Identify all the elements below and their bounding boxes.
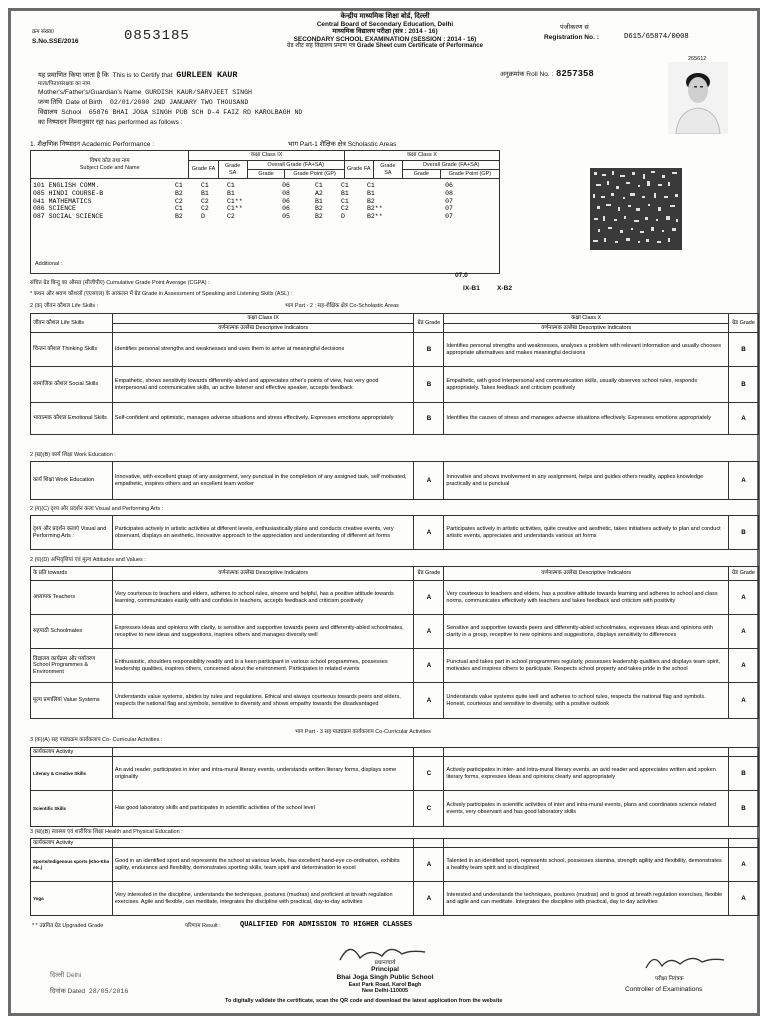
table-cell: B1	[315, 197, 323, 205]
table-cell: Innovative, with excellent grasp of any assignment, very punctual in the completion of any assigned task, self motivated, empathetic, inspires others and an excellent team worker	[112, 462, 414, 500]
table-cell: Identifies personal strengths and weaknesses and uses them to arrive at meaningful decisions	[112, 333, 414, 367]
table-cell: Scientific Skills	[31, 791, 113, 827]
table-row	[31, 205, 499, 213]
table-cell: Expresses ideas and opinions with clarity, is sensitive and supportive towards peers and differently-abled schoolmates, receptive to new ideas and suggestions, inspires others and manages diversity well	[112, 615, 414, 649]
table-cell: Interested and understands the techniques, postures (mudras) and is good at breath regulation exercises, flexible and agile and can meditate. Integrates the discipline with practical, day to day activities	[444, 882, 729, 916]
work-education-heading: 2 (ख)(B) कार्य शिक्षा Work Education :	[30, 452, 116, 458]
table-cell: Participates actively in artistic activities, quite creative and aesthetic, takes initiatives actively to plan and conduct artistic events, appreciates and understands various art forms	[444, 516, 729, 550]
table-cell: D	[201, 213, 205, 221]
table-cell: Empathetic, with good interpersonal and communication skills, usually observes school rules, responds appropriately. Takes feedback and criticism positively	[444, 367, 729, 403]
table-row	[31, 581, 759, 615]
table-cell: A	[729, 462, 759, 500]
x-sa-header: Grade SA	[373, 161, 402, 179]
life-skill-col-header: जीवन कौशल Life Skills	[31, 314, 113, 333]
ix-sa-header: Grade SA	[218, 161, 247, 179]
table-cell: B	[729, 757, 759, 791]
dated	[50, 988, 128, 996]
table-cell: 041 MATHEMATICS	[33, 197, 92, 205]
table-cell: A	[729, 848, 759, 882]
subject-header-hindi: विषय कोड तथा नाम	[89, 158, 130, 165]
table-row	[31, 882, 759, 916]
table-cell: B1	[227, 189, 235, 197]
table-cell: Literary & Creative Skills	[31, 757, 113, 791]
parents-label: Mother's/Father's/Guardian's Name	[38, 89, 142, 96]
table-cell: B2**	[367, 205, 383, 213]
asl-x: X-B2	[497, 285, 513, 292]
attitude-ix-grade-header: ग्रेड Grade	[414, 567, 444, 581]
table-cell: B2	[315, 205, 323, 213]
serial-number: 0853185	[124, 28, 190, 44]
board-title: Central Board of Secondary Education, Delhi	[316, 21, 454, 29]
table-cell: 07	[445, 197, 453, 205]
table-cell: Understands value systems, abides by rules and regulations. Ethical and always courteous towards peers and elders, respects the national flag and symbols, sensitive to diversity and shows empathy towards the disadvantaged	[112, 683, 414, 719]
ix-grade-col: ग्रेड Grade	[414, 314, 444, 333]
dob-label: Date of Birth	[65, 99, 103, 106]
table-cell: C2	[201, 197, 209, 205]
validation-note: To digitally validate the certificate, scan the QR code and download the latest application from the website	[225, 998, 503, 1004]
table-cell: Participates actively in artistic activities at different levels, enthusiastically plans and conducts creative events, very observant, displays an aesthetic, innovative approach to the appreciation and understanding of different art forms	[112, 516, 414, 550]
doc-title-hindi: ग्रेड शीट सह विद्यालय प्रमाण पत्र	[287, 43, 356, 50]
serial-label: S.No.SSE/2016	[32, 38, 79, 45]
table-cell: A	[414, 615, 444, 649]
place: दिल्ली Delhi	[50, 972, 82, 979]
table-row	[31, 683, 759, 719]
life-skills-table	[30, 313, 759, 435]
table-cell: 05	[282, 213, 290, 221]
ix-header: कक्षा Class IX	[112, 314, 414, 324]
cca-table	[30, 747, 759, 827]
exam-title: SECONDARY SCHOOL EXAMINATION (SESSION : 2014 - 16)	[293, 35, 477, 43]
ix-gp-header: Grade Point (GP)	[285, 170, 344, 179]
table-cell: A	[414, 848, 444, 882]
student-name: GURLEEN KAUR	[176, 70, 238, 80]
student-photo-icon	[668, 62, 728, 134]
table-cell: चिन्तन कौशल Thinking Skills	[31, 333, 113, 367]
attitude-x-desc-header: वर्णनात्मक उल्लेख Descriptive Indicators	[444, 567, 729, 581]
table-cell: A	[729, 882, 759, 916]
table-cell: C2	[227, 213, 235, 221]
table-cell: B1	[367, 189, 375, 197]
visual-arts-heading: 2 (ग)(C) दृश्य और प्रदर्शन कला Visual and Performing Arts :	[30, 506, 164, 512]
table-row	[31, 791, 759, 827]
certify-hindi: यह प्रमाणित किया जाता है कि	[38, 72, 109, 79]
ix-grade-header: Grade	[247, 170, 285, 179]
principal-label: Principal	[371, 966, 399, 974]
part2-label: भाग Part - 2 : सह-शैक्षिक क्षेत्र Co-Scholastic Areas	[285, 303, 399, 309]
table-row	[31, 757, 759, 791]
table-row	[31, 649, 759, 683]
doc-title: Grade Sheet cum Certificate of Performance	[356, 43, 483, 50]
asl-ix: IX-B1	[463, 285, 480, 292]
table-cell: Yoga	[31, 882, 113, 916]
table-cell: 08	[282, 189, 290, 197]
table-cell: दृश्य और प्रदर्शन कलाएं Visual and Performing Arts :	[31, 516, 113, 550]
table-cell: C2	[175, 197, 183, 205]
table-cell: C1	[175, 182, 183, 189]
table-cell: B	[728, 367, 758, 403]
qr-code-icon	[588, 166, 684, 252]
health-heading: 3 (ख)(B) स्वास्थ्य एवं शारीरिक शिक्षा Health and Physical Education :	[30, 829, 183, 835]
table-cell: Actively participates in inter- and intra-mural literary events, an avid reader and appreciates written and spoken literary forms, expresses ideas and opinions clearly and appropriately	[444, 757, 729, 791]
table-cell: C1	[341, 197, 349, 205]
table-row	[31, 333, 759, 367]
table-cell: C1**	[227, 205, 243, 213]
table-cell: B1	[201, 189, 209, 197]
table-cell: 085 HINDI COURSE-B	[33, 189, 104, 197]
school-name: 65876 BHAI JOGA SINGH PUB SCH D-4 FAIZ RD KAROLBAGH ND	[88, 109, 303, 116]
table-cell: C1**	[227, 197, 243, 205]
photo-code: 265612	[688, 56, 707, 62]
table-cell: C1	[367, 182, 375, 189]
table-cell: B	[414, 333, 444, 367]
table-cell: Talented in an identified sport, represents school, possesses stamina, strength agility and flexibility, demonstrates a healthy team spirit and is disciplined	[444, 848, 729, 882]
table-row	[31, 367, 759, 403]
class-ix-header: कक्षा Class IX	[189, 151, 344, 161]
life-skills-heading: 2 (क) जीवन कौशल Life Skills :	[30, 303, 99, 309]
attitudes-table	[30, 566, 759, 719]
part3-label: भाग Part - 3 सह पाठ्यक्रम कार्यकलाप Co-Curricular Activities	[295, 729, 431, 735]
table-row	[31, 516, 759, 550]
x-grade-header: Grade	[402, 170, 440, 179]
table-cell: C1	[315, 182, 323, 189]
ix-overall-header: Overall Grade (FA+SA)	[247, 161, 344, 170]
table-cell: C2	[201, 205, 209, 213]
academic-heading-label: Academic Performance :	[81, 141, 155, 148]
x-desc-header: वर्णनात्मक उल्लेख Descriptive Indicators	[444, 324, 729, 333]
table-cell: कार्य शिक्षा Work Education	[31, 462, 113, 500]
cca-heading: 3 (क)(A) सह पाठ्यक्रम कार्यकलाप Co- Curricular Activities :	[30, 737, 163, 743]
roll-number: 8257358	[556, 69, 594, 79]
table-cell: A	[414, 581, 444, 615]
table-cell: A	[414, 516, 444, 550]
attitude-x-grade-header: ग्रेड Grade	[728, 567, 758, 581]
table-cell: An avid reader, participates in inter and intra-mural literary events, understands written literary forms, displays some originality	[112, 757, 414, 791]
table-cell: A	[414, 882, 444, 916]
x-header: कक्षा Class X	[444, 314, 729, 324]
upgraded-grade-note: * * उन्नयित ग्रेड Upgraded Grade	[32, 923, 104, 929]
table-cell: Identifies personal strengths and weaknesses, analyses a problem with relevant information and usually chooses appropriate alternatives and makes meaningful decisions	[444, 333, 729, 367]
principal-city: New Delhi-110005	[361, 988, 409, 995]
table-cell: Punctual and takes part in school programmes regularly, possesses leadership qualities and displays team spirit, motivates and inspires others to participate. Respects school property and takes pride in the school	[444, 649, 729, 683]
x-grade-col: ग्रेड Grade	[728, 314, 758, 333]
controller-hindi: परीक्षा नियंत्रक	[655, 976, 684, 982]
table-cell: C1	[201, 182, 209, 189]
table-row	[31, 182, 499, 190]
table-row	[31, 403, 759, 435]
table-cell: Very courteous to teachers and elders, has a positive attitude towards learning and adheres to school and class norms, communicates effectively with teachers and takes feedback and criticism with positivity	[444, 581, 729, 615]
serial-hindi: क्रम संख्या/	[32, 29, 55, 35]
table-cell: Very courteous to teachers and elders, adheres to school rules, sincere and helpful, has a positive attitude towards learning, communicates easily with and confides in teachers, accepts feedback and criticism positively	[112, 581, 414, 615]
table-cell: B2	[315, 213, 323, 221]
health-table	[30, 838, 759, 916]
table-row	[31, 848, 759, 882]
performed-label: has performed as follows :	[105, 119, 183, 126]
table-cell: Good in an identified sport and represents the school at various levels, has excellent hand-eye co-ordination, exhibits agility, endurance and flexibility, demonstrates sporting skills, team spirit and determination to excel	[112, 848, 414, 882]
student-photo	[668, 62, 728, 134]
academic-table	[30, 150, 500, 274]
table-cell: A	[728, 649, 758, 683]
table-cell: A	[728, 683, 758, 719]
table-cell: Identifies the causes of stress and manages adverse situations effectively. Expresses emotions appropriately	[444, 403, 729, 435]
table-cell: C1	[341, 182, 349, 189]
class-x-header: कक्षा Class X	[344, 151, 499, 161]
asl-label: * कथन और श्रवण कौशलों (एएसएल) के आकलन में ग्रेड Grade in Assessment of Speaking and Listening Skills (ASL) :	[30, 291, 293, 297]
table-row	[31, 190, 499, 198]
table-cell: Sports/Indigenous sports (Kho-Kho etc.)	[31, 848, 113, 882]
table-cell: Understands value systems quite well and adheres to school rules, respects the national flag and symbols. Honest, courteous and sensitive to diversity, with a positive outlook	[444, 683, 729, 719]
registration-number: D615/65874/0008	[624, 33, 689, 41]
table-cell: मूल्य प्रणालियां Value Systems	[31, 683, 113, 719]
principal-school: Bhai Joga Singh Public School	[336, 974, 434, 982]
table-cell: B	[414, 403, 444, 435]
table-cell: 06	[282, 205, 290, 213]
health-activity-header: कार्यकलाप Activity	[31, 839, 113, 848]
ix-desc-header: वर्णनात्मक उल्लेख Descriptive Indicators	[112, 324, 414, 333]
controller-signature-icon	[640, 946, 730, 976]
table-cell: A	[728, 581, 758, 615]
table-cell: B2	[175, 189, 183, 197]
principal-block	[300, 960, 470, 995]
parents-name: GURDISH KAUR/SARVJEET SINGH	[145, 89, 252, 96]
roll-label: अनुक्रमांक Roll No. :	[500, 71, 554, 78]
towards-header: के प्रति towards	[31, 567, 113, 581]
table-cell: अध्यापक Teachers	[31, 581, 113, 615]
table-cell: A	[728, 615, 758, 649]
table-cell: B2	[175, 213, 183, 221]
board-title-hindi: केन्द्रीय माध्यमिक शिक्षा बोर्ड, दिल्ली	[340, 13, 430, 20]
dob-hindi: जन्म तिथि	[38, 99, 63, 106]
ix-fa-header: Grade FA	[189, 161, 218, 179]
table-cell: A	[414, 649, 444, 683]
table-cell: B	[729, 516, 759, 550]
table-cell: 06	[445, 182, 453, 189]
table-cell: A	[414, 462, 444, 500]
table-row	[31, 615, 759, 649]
controller-label: Controller of Examinations	[625, 986, 703, 993]
subject-marks	[31, 182, 499, 221]
table-cell: A	[414, 683, 444, 719]
academic-heading	[30, 141, 154, 149]
table-row	[31, 198, 499, 206]
table-cell: Sensitive and supportive towards peers and differently-abled schoolmates, expresses ideas and opinions with clarity in a group, receptive to new opinions and suggestions, displays sensitivity to differences	[444, 615, 729, 649]
table-cell: B2**	[367, 213, 383, 221]
table-cell: 07	[445, 205, 453, 213]
table-row	[31, 462, 759, 500]
part1-label: भाग Part-1 शैक्षिक क्षेत्र Scholastic Areas	[288, 141, 397, 148]
x-gp-header: Grade Point (GP)	[440, 170, 499, 179]
school-hindi: विद्यालय	[38, 109, 58, 116]
cgpa-label: संचित ग्रेड बिन्दु का औसत (सीजीपीए) Cumulative Grade Point Average (CGPA) :	[30, 280, 210, 286]
performed-hindi: का निष्पादन निम्नानुसार रहा	[38, 119, 104, 126]
table-cell: C1	[175, 205, 183, 213]
attitudes-heading: 2 (घ)(D) अभिवृत्तियां एवं मूल्य Attitudes and Values :	[30, 557, 146, 563]
table-cell: 06	[282, 197, 290, 205]
principal-address: East Park Road, Karol Bagh	[348, 982, 422, 989]
table-cell: A	[728, 403, 758, 435]
x-overall-header: Overall Grade (FA+SA)	[402, 161, 499, 170]
table-cell: C	[414, 757, 444, 791]
table-cell: 08	[445, 189, 453, 197]
subject-header-label: Subject Code and Name	[79, 164, 140, 171]
table-cell: B2	[367, 197, 375, 205]
work-education-table	[30, 461, 759, 500]
dated-value: 28/05/2016	[88, 988, 129, 995]
table-cell: सामाजिक कौशल Social Skills	[31, 367, 113, 403]
school-label: School	[61, 109, 82, 116]
student-details	[38, 70, 658, 129]
result-label: परिणाम Result :	[185, 923, 221, 929]
table-cell: 101 ENGLISH COMM.	[33, 182, 100, 189]
attitude-ix-desc-header: वर्णनात्मक उल्लेख Descriptive Indicators	[112, 567, 414, 581]
table-cell: Self-confident and optimistic, manages adverse situations and stress effectively. Expresses emotions appropriately	[112, 403, 414, 435]
additional-label: Additional :	[35, 261, 63, 267]
table-cell: Enthusiastic, shoulders responsibility readily and is a keen participant in various school programmes, possesses leadership qualities, inspires others, concerned about the environment. Participates in related events	[112, 649, 414, 683]
cgpa-value: 07.0	[455, 272, 468, 279]
table-cell: Has good laboratory skills and participates in scientific activities of the school level	[112, 791, 414, 827]
certify-label: This is to Certify that	[112, 72, 173, 79]
table-cell: 06	[282, 182, 290, 189]
table-cell: भावात्मक कौशल Emotional Skills	[31, 403, 113, 435]
table-cell: सहपाठी Schoolmates	[31, 615, 113, 649]
board-title-block	[230, 13, 540, 50]
academic-heading-hindi: 1. शैक्षणिक निष्पादन	[30, 141, 81, 148]
exam-title-hindi: माध्यमिक विद्यालय परीक्षा (सत्र : 2014 - 16)	[332, 28, 438, 36]
table-cell: C2	[341, 205, 349, 213]
table-cell: 086 SCIENCE	[33, 205, 76, 213]
result-value: QUALIFIED FOR ADMISSION TO HIGHER CLASSES	[240, 921, 413, 929]
table-cell: B	[729, 791, 759, 827]
activity-header: कार्यकलाप Activity	[31, 748, 113, 757]
table-cell: Empathetic, shows sensitivity towards differently-abled and appreciates other's points of view, has very good interpersonal and communicative skills, an active listener and effective speaker, accepts feedback	[112, 367, 414, 403]
table-cell: B1	[341, 189, 349, 197]
parents-hindi: माता/पिता/संरक्षक का नाम	[38, 81, 91, 87]
subject-header	[31, 151, 189, 179]
dated-label: दिनांक Dated	[50, 988, 86, 995]
table-cell: Innovative and shows involvement in any assignment, helps and guides others readily, applies knowledge practically and is punctual	[444, 462, 729, 500]
dob-value: 02/01/2000 2ND JANUARY TWO THOUSAND	[109, 99, 249, 106]
table-cell: C1	[227, 182, 235, 189]
table-cell: B	[414, 367, 444, 403]
table-cell: B	[728, 333, 758, 367]
table-cell: विद्यालय कार्यक्रम और पर्यावरण School Programmes & Environment	[31, 649, 113, 683]
table-cell: D	[341, 213, 345, 221]
table-row	[31, 213, 499, 221]
principal-hindi: प्रधानाचार्य	[374, 960, 396, 966]
table-cell: Actively participates in scientific activities of inter and intra-mural events, plans and coordinates science related events, very observant and has good laboratory skills	[444, 791, 729, 827]
registration-label: Registration No. :	[544, 34, 599, 41]
registration-hindi: पंजीकरण सं	[560, 24, 589, 31]
x-fa-header: Grade FA	[344, 161, 373, 179]
table-cell: C	[414, 791, 444, 827]
visual-arts-table	[30, 515, 759, 550]
table-cell: Very interested in the discipline, understands the techniques, postures (mudras) and proficient at breath regulation exercises. Agile and flexible, can meditate, integrates the discipline with practical, day-to-day activities	[112, 882, 414, 916]
table-cell: 087 SOCIAL SCIENCE	[33, 213, 104, 221]
table-cell: 07	[445, 213, 453, 221]
table-cell: A2	[315, 189, 323, 197]
